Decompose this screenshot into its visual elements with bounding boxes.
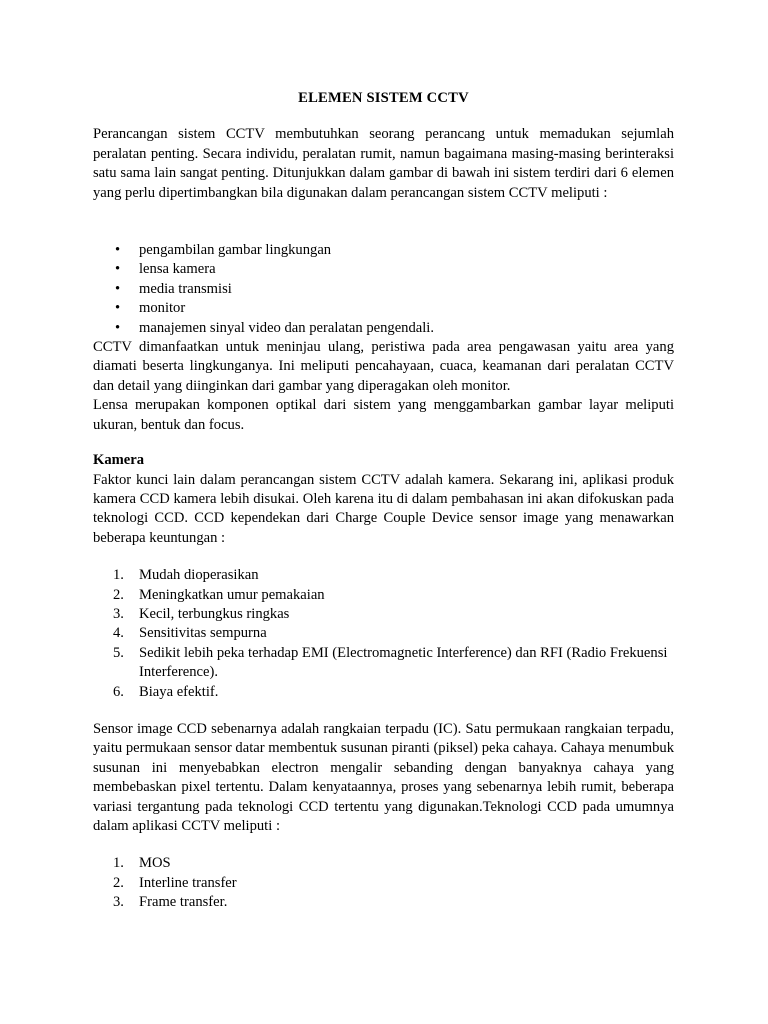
camera-heading: Kamera	[93, 452, 145, 469]
list-item: • media transmisi	[93, 280, 674, 299]
list-item: 1. MOS	[113, 855, 171, 872]
sensor-paragraph: Sensor image CCD sebenarnya adalah rangkaian terpadu (IC). Satu permukaan rangkaian terpadu, yaitu permukaan sensor datar membentuk susunan piranti (piksel) peka cahaya. Cahaya menumbuk susunan ini menyebabkan electron mengalir sebanding dengan banyaknya cahaya yang membebaskan pixel tertentu. Dalam kenyataannya, proses yang sebenarnya lebih rumit, beberapa variasi tergantung pada teknologi CCD tertentu yang digunakan.Teknologi CCD pada umumnya dalam aplikasi CCTV meliputi :	[93, 720, 674, 834]
list-item: • manajemen sinyal video dan peralatan pengendali.	[93, 319, 674, 338]
list-item: 6. Biaya efektif.	[113, 683, 219, 700]
list-item: 4. Sensitivitas sempurna	[113, 625, 267, 642]
bullet-icon: •	[115, 300, 121, 317]
bullet-icon: •	[115, 242, 121, 259]
list-item: 3. Kecil, terbungkus ringkas	[113, 605, 290, 622]
ccd-types-list	[93, 854, 674, 912]
list-item: 1. Mudah dioperasikan	[113, 567, 259, 584]
lens-paragraph: Lensa merupakan komponen optikal dari sistem yang menggambarkan gambar layar meliputi ukuran, bentuk dan focus.	[93, 397, 674, 433]
list-item: • pengambilan gambar lingkungan	[93, 241, 674, 260]
list-item: 5. Sedikit lebih peka terhadap EMI (Electromagnetic Interference) dan RFI (Radio Frekuensi Interference).	[113, 644, 668, 681]
list-item: 2. Interline transfer	[113, 874, 237, 891]
bullet-icon: •	[115, 319, 121, 336]
bullet-icon: •	[115, 280, 121, 297]
document-title: ELEMEN SISTEM CCTV	[298, 90, 469, 106]
elements-list	[93, 241, 674, 338]
intro-paragraph: Perancangan sistem CCTV membutuhkan seorang perancang untuk memadukan sejumlah peralatan penting. Secara individu, peralatan rumit, namun bagaimana masing-masing berinteraksi satu sama lain sangat penting. Ditunjukkan dalam gambar di bawah ini sistem terdiri dari 6 elemen yang perlu dipertimbangkan bila digunakan dalam perancangan sistem CCTV meliputi :	[93, 126, 674, 201]
camera-paragraph: Faktor kunci lain dalam perancangan sistem CCTV adalah kamera. Sekarang ini, aplikasi produk kamera CCD kamera lebih disukai. Oleh karena itu di dalam pembahasan ini akan difokuskan pada teknologi CCD. CCD kependekan dari Charge Couple Device sensor image yang menawarkan beberapa keuntungan :	[93, 471, 674, 546]
list-item: • lensa kamera	[93, 260, 674, 279]
list-item: • monitor	[93, 299, 674, 318]
cctv-paragraph: CCTV dimanfaatkan untuk meninjau ulang, peristiwa pada area pengawasan yaitu area yang diamati beserta lingkunganya. Ini meliputi pencahayaan, cuaca, keamanan dari peralatan CCTV dan detail yang diinginkan dari gambar yang diperagakan oleh monitor.	[93, 339, 674, 394]
bullet-icon: •	[115, 261, 121, 278]
document-page	[93, 89, 674, 913]
list-item: 3. Frame transfer.	[113, 894, 228, 911]
list-item: 2. Meningkatkan umur pemakaian	[113, 586, 325, 603]
advantages-list	[93, 566, 674, 702]
